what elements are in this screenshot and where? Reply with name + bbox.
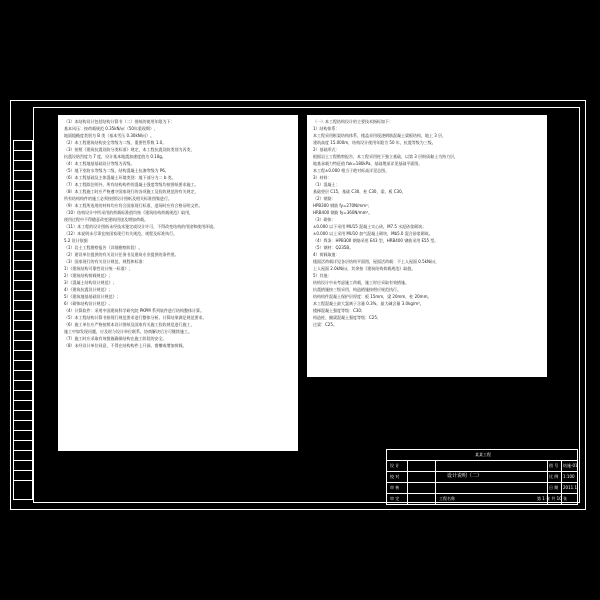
tb-rule <box>387 460 577 461</box>
binding-strip-cell <box>14 281 32 291</box>
note-line: （9）本工程所选用的材料均应符合国家现行标准，进场时应有合格证明文件。 <box>64 203 203 208</box>
binding-strip-cell <box>14 241 32 251</box>
binding-strip-cell <box>14 441 32 451</box>
tb-rule <box>407 460 408 504</box>
note-line: 结构构件混凝土保护层厚度：板 15mm，梁 20mm，柱 20mm。 <box>313 294 432 299</box>
binding-strip-cell <box>14 291 32 301</box>
binding-strip-cell <box>14 231 32 241</box>
note-line: （2）钢筋： <box>313 196 336 201</box>
note-line: （2）本工程建筑结构安全等级为二级，重要性系数 1.0。 <box>64 140 167 145</box>
note-line: 5）《建筑地基基础设计规范》； <box>64 294 121 299</box>
drawing-number: 结施-01 <box>563 463 578 468</box>
note-line: （12）本说明未尽事宜按国家现行有关规范、规程及标准执行。 <box>64 231 178 236</box>
note-line: 构造柱、圈梁混凝土强度等级：C25； <box>313 315 381 320</box>
note-line: 2）基础形式： <box>313 147 340 152</box>
binding-margin-strip <box>13 140 33 500</box>
note-line: （2）建设单位提供的有关设计任务书及建筑专业提供的条件图。 <box>64 252 179 257</box>
binding-strip-cell <box>14 361 32 371</box>
binding-strip-cell <box>14 381 32 391</box>
note-line: ±0.000 以下采用 MU15 混凝土实心砖，M7.5 水泥砂浆砌筑； <box>313 224 427 229</box>
note-line: （7）本工程除注明外，所有结构构件的混凝土强度等级均按图纸要求施工。 <box>64 182 199 187</box>
label-review: 审 核 <box>390 485 400 490</box>
binding-strip-cell <box>14 211 32 221</box>
note-line: 楼梯混凝土强度等级：C30； <box>313 308 365 313</box>
label-date: 日 期 <box>549 485 559 490</box>
note-line: 所有结构构件的施工必须按照设计图纸及相关标准图集进行。 <box>64 196 172 201</box>
note-line: 根据岩土工程勘察报告，本工程采用柱下独立基础，以第 3 层粉质黏土为持力层， <box>313 154 459 159</box>
label-scale: 比 例 <box>549 474 559 479</box>
note-line: 楼面活荷载详见各层结构平面图，屋面活荷载：不上人屋面 0.5kN/㎡， <box>313 259 440 264</box>
drawing-scale: 1:100 <box>563 474 575 479</box>
binding-strip-cell <box>14 451 32 461</box>
binding-strip-cell <box>14 401 32 411</box>
note-line: 4）荷载取值： <box>313 252 340 257</box>
note-line: （7）施工时应采取有效措施确保结构在施工阶段的安全。 <box>64 336 167 341</box>
binding-strip-cell <box>14 341 32 351</box>
note-line: 1）《建筑结构可靠性设计统一标准》； <box>64 266 133 271</box>
note-line: （4）焊条：HPB300 钢筋采用 E43 型，HRB400 钢筋采用 E55 型。 <box>313 238 439 243</box>
binding-strip-cell <box>14 251 32 261</box>
note-line: （3）砌体： <box>313 217 336 222</box>
binding-strip-cell <box>14 471 32 481</box>
note-line: （5）地下室防水等级为二级，结构混凝土抗渗等级为 P6。 <box>64 168 169 173</box>
note-line: （8）本工程施工时应严格遵守国家现行的各项施工及验收规范的有关规定， <box>64 189 199 194</box>
note-line: 基本风压：按荷载规范 0.35kN/㎡（50年重现期）， <box>64 126 158 131</box>
note-line: （6）施工单位应严格按照本设计图纸及国家有关施工验收规范进行施工， <box>64 322 195 327</box>
drawing-title: 设计说明（二） <box>447 473 483 479</box>
tb-rule <box>435 460 436 504</box>
note-line: 基础垫层 C15，基础 C30，柱 C30，梁、板 C30。 <box>313 189 406 194</box>
note-line: HRB400 钢筋 fy=360N/mm²。 <box>313 210 373 215</box>
label-design: 设 计 <box>390 463 400 468</box>
binding-strip-cell <box>14 261 32 271</box>
binding-strip-cell <box>14 391 32 401</box>
note-line: 建筑高度 15.000m，结构设计使用年限为 50 年，抗震等级为三级。 <box>313 140 436 145</box>
binding-strip-cell <box>14 151 32 161</box>
note-line: 1）结构体系： <box>313 126 340 131</box>
note-line: （4）本工程地基基础设计等级为丙级。 <box>64 161 135 166</box>
note-line: （3）国家现行的有关设计规范、规程和标准： <box>64 259 147 264</box>
note-line: 结构设计中未考虑施工荷载，施工时应采取有效措施。 <box>313 280 409 285</box>
note-line: （4）计算软件：采用中国建筑科学研究院 PKPM 系列软件进行结构整体计算。 <box>64 308 204 313</box>
note-line: 使用过程中不得随意改变建筑用途及增加荷载。 <box>64 217 148 222</box>
project-name: 某某工程 <box>475 452 491 457</box>
binding-strip-cell <box>14 321 32 331</box>
binding-strip-cell <box>14 411 32 421</box>
note-line: 5.2 设计依据 <box>64 238 88 243</box>
label-approve: 审 定 <box>390 496 400 501</box>
binding-strip-cell <box>14 421 32 431</box>
note-line: （1）混凝土： <box>313 182 340 187</box>
tb-rule <box>387 471 577 472</box>
note-line: 3）材料： <box>313 175 332 180</box>
notes-sheet-left <box>58 115 298 451</box>
note-line: 本工程混凝土最大氯离子含量 0.3%，最大碱含量 3.0kg/m³。 <box>313 301 424 306</box>
note-line: （10）结构设计中所采用的荷载标准值均按《建筑结构荷载规范》取用， <box>64 210 194 215</box>
label-number: 图 号 <box>549 463 559 468</box>
note-line: 2）《建筑结构荷载规范》； <box>64 273 113 278</box>
note-line: （一）本工程结构设计的主要技术指标如下： <box>313 119 393 124</box>
note-line: （3）按照《建筑抗震设防分类标准》规定，本工程抗震设防类别为丙类， <box>64 147 195 152</box>
note-line: （8）未经设计单位同意，不得在结构构件上开洞、凿槽或增加荷载。 <box>64 343 187 348</box>
note-line: （5）本工程结构计算书按现行规范要求进行整体分析，计算结果满足规范要求。 <box>64 315 207 320</box>
note-line: 上人屋面 2.0kN/㎡，其余按《建筑结构荷载规范》取值。 <box>313 266 416 271</box>
binding-strip-cell <box>14 371 32 381</box>
binding-strip-cell <box>14 461 32 471</box>
label-project: 工程名称 <box>439 496 455 501</box>
note-line: （6）本工程基础及主体混凝土环境类别：地下部分为二 b 类。 <box>64 175 176 180</box>
binding-strip-cell <box>14 221 32 231</box>
binding-strip-cell <box>14 191 32 201</box>
note-line: HPB300 钢筋 fy=270N/mm²； <box>313 203 372 208</box>
note-line: 5）其他： <box>313 273 332 278</box>
note-line: 地基承载力特征值 fak=180kPa，基础埋深详见基础平面图。 <box>313 161 423 166</box>
binding-strip-cell <box>14 171 32 181</box>
note-line: 抗震设防烈度为 7 度，设计基本地震加速度值为 0.10g。 <box>64 154 166 159</box>
note-line: 本工程采用框架结构体系，楼盖采用现浇钢筋混凝土梁板结构，地上 3 层， <box>313 133 447 138</box>
notes-sheet-right <box>307 115 547 377</box>
note-line: ±0.000 以上采用 MU10 加气混凝土砌块，Mb5.0 混合砂浆砌筑。 <box>313 231 433 236</box>
note-line: （1）岩土工程勘察报告（详细勘察阶段）。 <box>64 245 143 250</box>
note-line: （5）钢材：Q235B。 <box>313 245 354 250</box>
note-line: 施工中如发现问题，应及时与设计单位联系，协商解决后方可继续施工。 <box>64 329 192 334</box>
title-block <box>386 449 578 505</box>
binding-strip-cell <box>14 181 32 191</box>
binding-strip-cell <box>14 161 32 171</box>
note-line: 过梁：C25。 <box>313 322 337 327</box>
note-line: （11）本工程的设计图纸未经技术鉴定或设计许可，不得改变结构的用途和使用环境。 <box>64 224 218 229</box>
binding-strip-cell <box>14 311 32 321</box>
tb-rule <box>387 482 577 483</box>
note-line: 3）《混凝土结构设计规范》； <box>64 280 117 285</box>
sheet-count: 第 1 张 共 10 张 <box>537 496 567 501</box>
note-line: 4）《建筑抗震设计规范》； <box>64 287 113 292</box>
label-check: 校 对 <box>390 474 400 479</box>
binding-strip-cell <box>14 351 32 361</box>
note-line: 本工程±0.000 相当于绝对标高详见总图。 <box>313 168 390 173</box>
note-line: 地面粗糙度类别为 B 类（基本雪压 0.30kN/㎡）。 <box>64 133 155 138</box>
note-line: （1）本结构设计包括结构计算书（二）图纸的使用年限为下： <box>64 119 175 124</box>
drawing-date: 2011.1 <box>563 485 577 490</box>
binding-strip-cell <box>14 141 32 151</box>
binding-strip-cell <box>14 301 32 311</box>
binding-strip-cell <box>14 271 32 281</box>
binding-strip-cell <box>14 331 32 341</box>
note-line: 6）《砌体结构设计规范》。 <box>64 301 113 306</box>
tb-rule <box>387 493 577 494</box>
note-line: 抗震措施按三级采用，构造措施按相应规范执行。 <box>313 287 401 292</box>
binding-strip-cell <box>14 431 32 441</box>
binding-strip-cell <box>14 201 32 211</box>
